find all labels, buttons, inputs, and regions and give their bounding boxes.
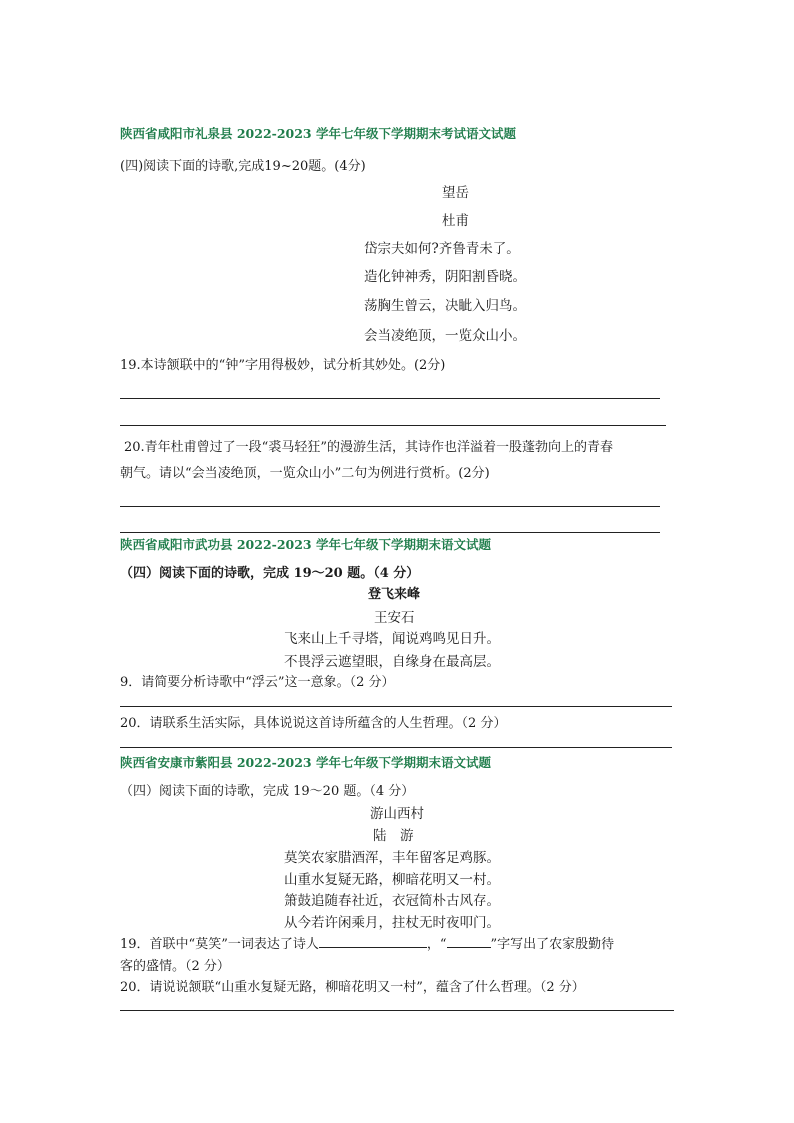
answer-line xyxy=(120,706,672,707)
poem-line: 山重水复疑无路，柳暗花明又一村。 xyxy=(284,872,500,888)
answer-line xyxy=(120,398,660,399)
poem-line: 飞来山上千寻塔，闻说鸡鸣见日升。 xyxy=(284,631,500,647)
question-19-2: 9．请简要分析诗歌中“浮云”这一意象。（2 分） xyxy=(120,675,395,690)
fill-blank-2[interactable] xyxy=(447,947,491,948)
poem-line: 荡胸生曾云，决眦入归鸟。 xyxy=(364,298,526,314)
poem-line: 会当凌绝顶，一览众山小。 xyxy=(364,328,526,344)
answer-line xyxy=(120,425,666,426)
poem-author-2: 王安石 xyxy=(374,610,415,626)
poem-line: 箫鼓追随春社近，衣冠简朴古风存。 xyxy=(284,893,500,909)
poem-title-3: 游山西村 xyxy=(370,806,424,822)
question-19-3-part1: 19．首联中“莫笑”一词表达了诗人 xyxy=(120,937,319,952)
poem-line: 岱宗夫如何?齐鲁青未了。 xyxy=(364,241,520,257)
question-20-1-line1: 20.青年杜甫曾过了一段“裘马轻狂”的漫游生活，其诗作也洋溢着一股蓬勃向上的青春 xyxy=(124,440,613,455)
question-19-3-part2: ，“ xyxy=(426,937,447,952)
question-19-3-part3: ”字写出了农家殷勤待 xyxy=(490,937,615,952)
poem-line: 从今若许闲乘月，拄杖无时夜叩门。 xyxy=(284,915,500,931)
poem-line: 不畏浮云遮望眼，自缘身在最高层。 xyxy=(284,654,500,670)
question-19-1: 19.本诗颔联中的“钟”字用得极妙，试分析其妙处。(2分) xyxy=(120,358,446,373)
answer-line xyxy=(120,532,660,533)
section-intro-1: (四)阅读下面的诗歌,完成19~20题。(4分) xyxy=(120,159,366,174)
answer-line xyxy=(120,747,672,748)
question-19-3-cont: 客的盛情。（2 分） xyxy=(120,959,230,974)
section-intro-2: （四）阅读下面的诗歌，完成 19～20 题。（4 分） xyxy=(120,566,420,581)
poem-title-2: 登飞来峰 xyxy=(368,587,421,602)
section-intro-3: （四）阅读下面的诗歌，完成 19～20 题。（4 分） xyxy=(120,784,415,799)
question-20-2: 20．请联系生活实际，具体说说这首诗所蕴含的人生哲理。（2 分） xyxy=(120,716,507,731)
question-20-3: 20．请说说颔联“山重水复疑无路，柳暗花明又一村”，蕴含了什么哲理。（2 分） xyxy=(120,980,585,995)
poem-author-3: 陆 游 xyxy=(373,828,414,844)
source-heading-3: 陕西省安康市紫阳县 2022-2023 学年七年级下学期期末语文试题 xyxy=(120,755,491,770)
question-20-1-line2: 朝气。请以“会当凌绝顶，一览众山小”二句为例进行赏析。(2分) xyxy=(120,466,490,481)
poem-line: 造化钟神秀，阴阳割昏晓。 xyxy=(364,269,526,285)
answer-line xyxy=(120,1010,674,1011)
answer-line xyxy=(120,506,660,507)
poem-line: 莫笑农家腊酒浑，丰年留客足鸡豚。 xyxy=(284,850,500,866)
source-heading-1: 陕西省咸阳市礼泉县 2022-2023 学年七年级下学期期末考试语文试题 xyxy=(120,126,516,141)
poem-title-1: 望岳 xyxy=(442,185,469,201)
poem-author-1: 杜甫 xyxy=(442,213,469,229)
question-19-3 xyxy=(120,933,614,952)
fill-blank-1[interactable] xyxy=(319,947,427,948)
source-heading-2: 陕西省咸阳市武功县 2022-2023 学年七年级下学期期末语文试题 xyxy=(120,537,491,552)
